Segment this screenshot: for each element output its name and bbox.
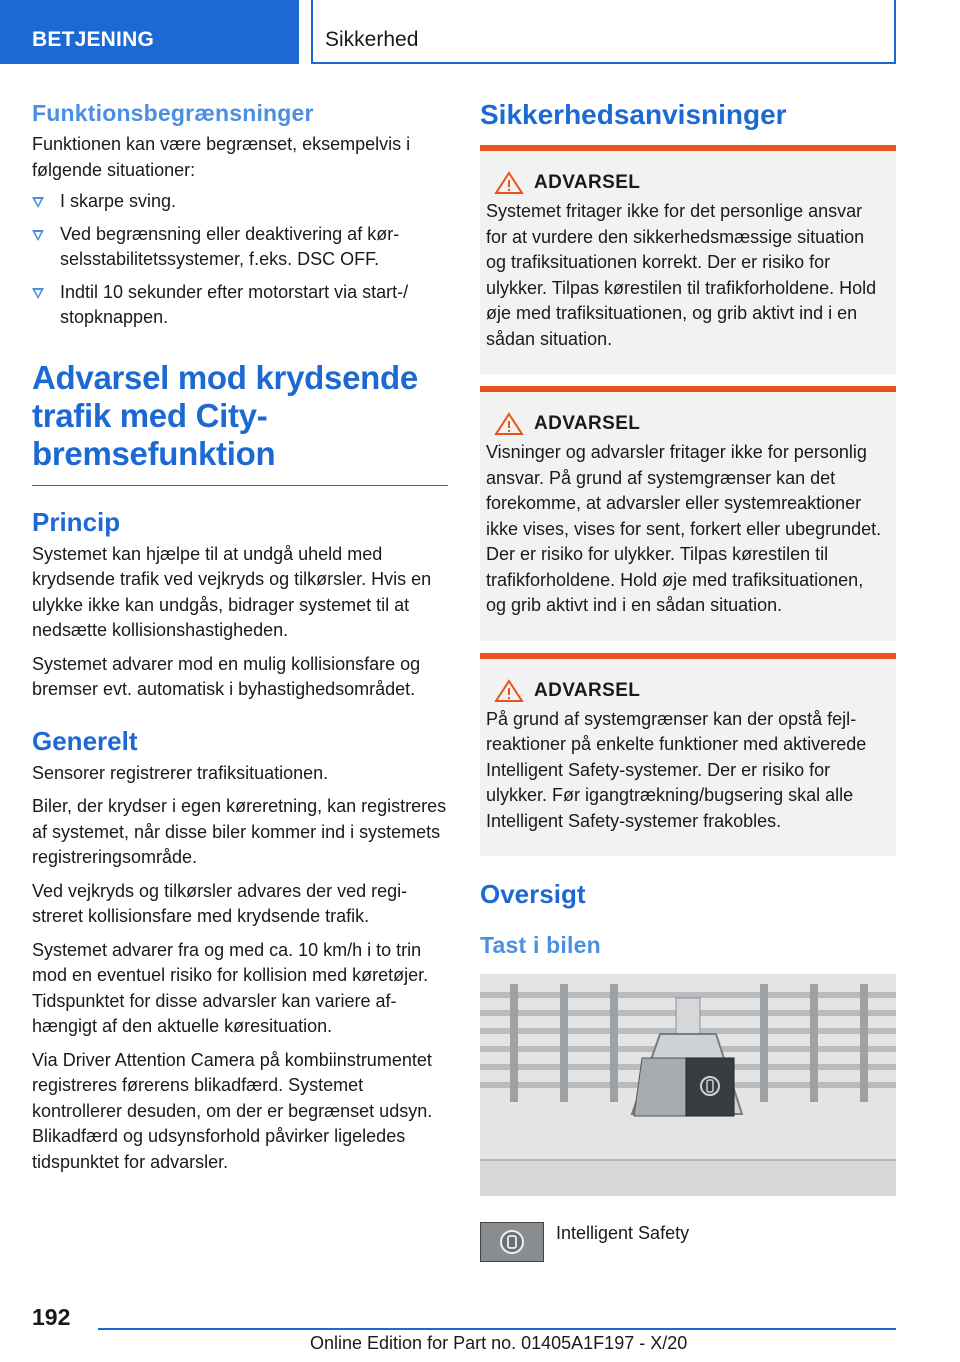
heading-divider bbox=[32, 485, 448, 486]
warning-triangle-icon bbox=[494, 412, 524, 436]
limits-heading: Funktionsbegrænsninger bbox=[32, 100, 314, 126]
main-heading: Advarsel mod krydsende trafik med City-bremsefunktion bbox=[32, 358, 418, 472]
chapter-label: Sikkerhed bbox=[325, 28, 419, 51]
edition-note: Online Edition for Part no. 01405A1F197 - X/20 bbox=[310, 1333, 688, 1353]
general-heading: Generelt bbox=[32, 725, 138, 756]
footer-divider bbox=[98, 1328, 896, 1330]
button-heading: Tast i bilen bbox=[480, 932, 601, 958]
safety-heading: Sikkerhedsanvisninger bbox=[480, 99, 787, 130]
general-paragraph-2: Biler, der krydser i egen køreretning, kan registreres af systemet, når disse biler kommer ind i systemets registreringsområde. bbox=[32, 796, 447, 867]
principle-paragraph-1: Systemet kan hjælpe til at undgå uheld med krydsende trafik ved vejkryds og tilkørsler. Hvis en ulykke ikke kan undgås, bidrager systemet til at nedsætte kollisionshastigheden. bbox=[32, 543, 432, 640]
general-paragraph-1: Sensorer registrerer trafiksituationen. bbox=[32, 762, 329, 783]
section-tab bbox=[0, 0, 299, 64]
warning-box bbox=[480, 145, 896, 374]
limits-list bbox=[32, 189, 448, 331]
left-column bbox=[32, 98, 448, 1175]
general-paragraph-3: Ved vejkryds og tilkørsler advares der ved registreret kollisionsfare med krydsende trafik. bbox=[32, 880, 408, 926]
triangle-bullet-icon bbox=[32, 288, 44, 299]
limits-intro: Funktionen kan være begrænset, eksempelvis i følgende situationer: bbox=[32, 134, 411, 180]
list-item: Indtil 10 sekunder efter motorstart via start-/ stopknappen. bbox=[32, 280, 448, 331]
triangle-bullet-icon bbox=[32, 230, 44, 241]
principle-heading: Princip bbox=[32, 506, 121, 537]
principle-paragraph-2: Systemet advarer mod en mulig kollisionsfare og bremser evt. automatisk i byhastighedsområdet. bbox=[32, 653, 421, 699]
section-label: BETJENING bbox=[32, 28, 154, 51]
warning-title: ADVARSEL bbox=[534, 172, 641, 193]
warning-triangle-icon bbox=[494, 679, 524, 703]
general-paragraph-4: Systemet advarer fra og med ca. 10 km/h i to trin mod en eventuel risiko for kollision med køretøjer. Tidspunktet for disse advarsler kan variere afhængigt af den aktuelle køresituation. bbox=[32, 939, 429, 1036]
list-item: Ved begrænsning eller deaktivering af kørselsstabilitetssystemer, f.eks. DSC OFF. bbox=[32, 222, 448, 273]
list-item: I skarpe sving. bbox=[32, 189, 448, 215]
warning-box bbox=[480, 653, 896, 857]
warning-text: Visninger og advarsler fritager ikke for personlig ansvar. På grund af systemgrænser kan det forekomme, at advarsler eller systemreaktioner ikke vises, vises for sent, forkert eller ubegrundet. Der er risiko for ulykker. Tilpas kørestilen til trafikforholdene. Hold øje med trafiksituationen, og grib aktivt ind i en sådan situation. bbox=[486, 442, 882, 615]
button-legend bbox=[480, 1222, 689, 1262]
intelligent-safety-button-icon bbox=[480, 1222, 544, 1262]
right-column bbox=[480, 98, 896, 1196]
warning-text: På grund af systemgrænser kan der opstå fejlreaktioner på enkelte funktioner med aktiverede Intelligent Safety-systemer. Der er risiko for ulykker. Før igangtrækning/bugsering skal alle Intelligent Safety-systemer frakobles. bbox=[486, 708, 867, 831]
warning-text: Systemet fritager ikke for det personlige ansvar for at vurdere den sikkerhedsmæssige situation og trafiksituationen korrekt. Der er risiko for ulykker. Tilpas kørestilen til trafikforholdene. Hold øje med trafiksituationen, og grib aktivt ind i en sådan situation. bbox=[486, 201, 877, 349]
general-paragraph-5: Via Driver Attention Camera på kombiinstrumentet registreres førerens blikadfærd. Systemet kontrollerer desuden, om der er begrænset udsyn. Blikadfærd og udsynsforhold påvirker ligeledes tidspunktet for advarsler. bbox=[32, 1049, 433, 1172]
triangle-bullet-icon bbox=[32, 197, 44, 208]
warning-box bbox=[480, 386, 896, 641]
page-number: 192 bbox=[32, 1304, 71, 1330]
warning-triangle-icon bbox=[494, 171, 524, 195]
legend-label: Intelligent Safety bbox=[556, 1223, 690, 1243]
dashboard-button-photo bbox=[480, 974, 896, 1196]
warning-title: ADVARSEL bbox=[534, 413, 641, 434]
overview-heading: Oversigt bbox=[480, 879, 586, 909]
warning-title: ADVARSEL bbox=[534, 679, 641, 701]
chapter-tab bbox=[311, 0, 896, 64]
